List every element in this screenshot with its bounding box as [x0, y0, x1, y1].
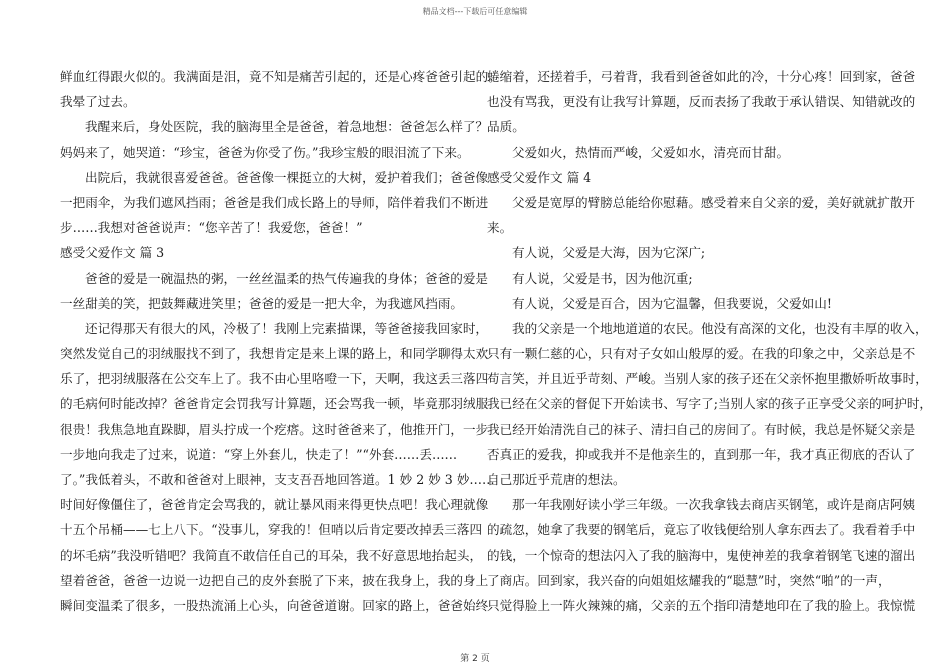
right-column: [487, 64, 933, 618]
page-header: 精品文档---下载后可任意编辑: [422, 7, 528, 16]
text-line: 的坏毛病”我没听错吧？我简直不敢信任自己的耳朵，我不好意思地抬起头，: [60, 547, 483, 563]
text-line: 的钱，一个惊奇的想法闪入了我的脑海中，鬼使神差的我拿着钢笔飞速的溜出: [487, 547, 916, 563]
text-line: 的疏忽，她拿了我要的钢笔后，竟忘了收钱便给别人拿东西去了。我看着手中: [487, 522, 916, 538]
text-line: 蜷缩着，还搓着手，弓着背，我看到爸爸如此的冷，十分心疼！回到家，爸爸: [487, 69, 916, 84]
text-line: 只觉得脸上一阵火辣辣的痛，父亲的五个指印清楚地印在了我的脸上。我惊慌: [487, 597, 916, 613]
text-line: 有人说，父爱是大海，因为它深广;: [512, 245, 706, 261]
text-line: 的毛病何时能改掉？爸爸肯定会罚我写计算题，还会骂我一顿，毕竟那羽绒服: [60, 396, 489, 412]
text-line: 望着爸爸，爸爸一边说一边把自己的皮外套脱了下来，披在我身上，我的身上: [60, 572, 489, 588]
text-line: 也没有骂我，更没有让我写计算题，反而表扬了我敢于承认错误、知错就改的: [487, 94, 916, 110]
text-line: 一丝甜美的笑，把鼓舞藏进笑里；爸爸的爱是一把大伞，为我遮风挡雨。: [60, 295, 463, 311]
text-line: 出院后，我就很喜爱爸爸。爸爸像一棵挺立的大树，爱护着我们；爸爸像: [85, 169, 488, 185]
text-line: 有人说，父爱是百合，因为它温馨，但我要说，父爱如山!: [512, 295, 832, 311]
text-line: 爸爸的爱是一碗温热的粥，一丝丝温柔的热气传遍我的身体；爸爸的爱是: [85, 270, 488, 286]
text-line: 妈妈来了，她哭道：“珍宝，爸爸为你受了伤。”我珍宝般的眼泪流了下来。: [60, 144, 470, 160]
text-line: 我醒来后，身处医院，我的脑海里全是爸爸，着急地想：爸爸怎么样了？: [85, 119, 488, 135]
text-line: 有人说，父爱是书，因为他沉重;: [512, 270, 693, 286]
text-line: 我已经开始清洗自己的袜子、清扫自己的房间了。有时候，我总是怀疑父亲是: [487, 421, 916, 437]
text-line: 那一年我刚好读小学三年级。一次我拿钱去商店买钢笔，或许是商店阿姨: [512, 497, 915, 513]
text-line: 我的父亲是一个地地道道的农民。他没有高深的文化，也没有丰厚的收入，: [512, 320, 928, 336]
text-line: 还记得那天有很大的风，冷极了！我刚上完素描课，等爸爸接我回家时，: [85, 320, 488, 336]
text-line: 品质。: [487, 119, 525, 135]
text-line: 一把雨伞，为我们遮风挡雨；爸爸是我们成长路上的导师，陪伴着我们不断进: [60, 194, 489, 210]
text-line: 十五个吊桶——七上八下。“没事儿，穿我的！但哨以后肯定要改掉丢三落四: [60, 522, 483, 538]
text-line: 来。: [487, 220, 513, 236]
text-line: 父爱如火，热情而严峻，父爱如水，清亮而甘甜。: [512, 144, 790, 160]
text-line: 我已经在父亲的督促下开始读书、写字了;当别人家的孩子正享受父亲的呵护时，: [487, 396, 933, 412]
text-line: 否真正的爱我，抑或我并不是他亲生的，直到那一年，我才真正彻底的否认了: [487, 446, 916, 462]
text-line: 父爱是宽厚的臂膀总能给你慰藉。感受着来自父亲的爱，美好就就扩散开: [512, 194, 915, 210]
text-line: 了。”我低着头，不敢和爸爸对上眼神，支支吾吾地回答道。1 妙 2 妙 3 妙……: [60, 472, 495, 487]
left-column: [60, 64, 501, 618]
text-line: 瞬间变温柔了很多，一股热流涌上心头，向爸爸道谢。回家的路上，爸爸始终: [60, 597, 489, 613]
text-line: 自己那近乎荒唐的想法。: [487, 472, 626, 487]
text-line: 步……我想对爸爸说声：“您辛苦了！我爱您，爸爸！”: [60, 220, 363, 236]
text-line: 一步地向我走了过来，说道：“穿上外套儿，快走了！”“外套……丢……: [60, 446, 458, 462]
text-line: 突然发觉自己的羽绒服找不到了，我想肯定是来上课的路上，和同学聊得太欢: [60, 346, 489, 362]
text-line: 只有一颗仁慈的心，只有对子女如山般厚的爱。在我的印象之中，父亲总是不: [487, 346, 916, 362]
page-number: 第 2 页: [460, 654, 490, 664]
text-line: 时间好像僵住了，爸爸肯定会骂我的，就让暴风雨来得更快点吧！我心理就像: [60, 497, 489, 513]
text-line: 鲜血红得跟火似的。我满面是泪，竟不知是痛苦引起的，还是心疼爸爸引起的。: [60, 69, 501, 84]
text-line: 感受父爱作文 篇 3: [60, 245, 165, 261]
text-line: 很贵！我焦急地直跺脚，眉头拧成一个疙瘩。这时爸爸来了，他推开门，一步: [60, 421, 489, 437]
text-line: 感受父爱作文 篇 4: [487, 169, 592, 185]
text-line: 苟言笑，并且近乎苛刻、严峻。当别人家的孩子还在父亲怀抱里撒娇听故事时，: [487, 371, 928, 387]
text-line: 乐了，把羽绒服落在公交车上了。我不由心里咯噔一下，天啊，我这丢三落四: [60, 371, 489, 387]
text-line: 了商店。回到家，我兴奋的向姐姐炫耀我的“聪慧”时，突然“啪”的一声，: [487, 572, 891, 588]
text-line: 我晕了过去。: [60, 94, 136, 110]
